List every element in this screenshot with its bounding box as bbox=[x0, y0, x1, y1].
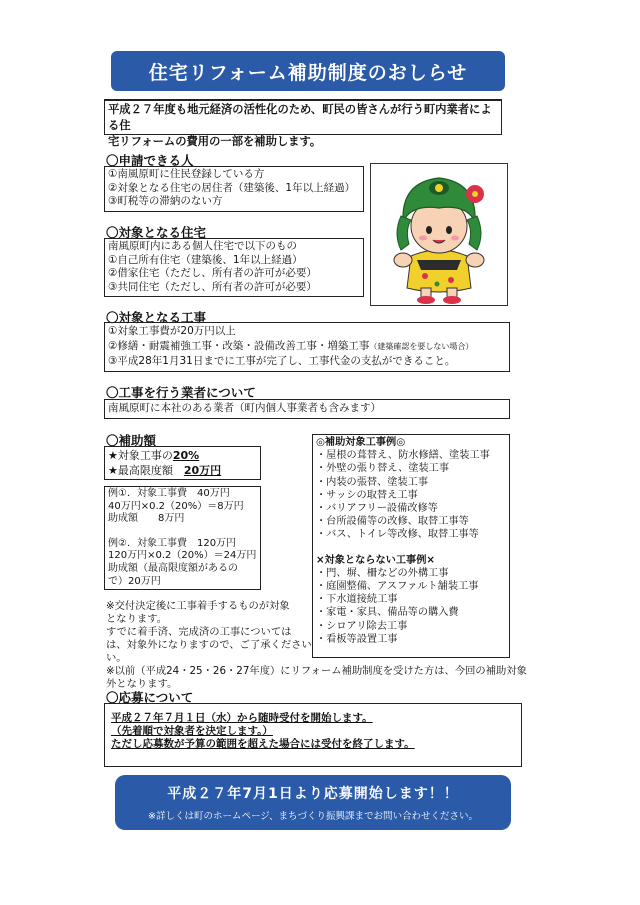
example-line: 例②．対象工事費 120万円 bbox=[108, 537, 237, 549]
mascot-frame bbox=[370, 163, 508, 306]
list-item: ③町税等の滞納のない方 bbox=[108, 195, 223, 207]
list-item: ・シロアリ除去工事 bbox=[316, 620, 408, 632]
example-line: 40万円×0.2（20%）＝8万円 bbox=[108, 500, 244, 512]
title-banner bbox=[111, 51, 505, 91]
subsidy-heading: 〇補助額 bbox=[106, 433, 157, 448]
list-item: ・バス、トイレ等改修、取替工事等 bbox=[316, 529, 479, 541]
eligible-heading: ◎補助対象工事例◎ bbox=[316, 437, 406, 448]
note-line: ※交付決定後に工事着手するものが対象 bbox=[106, 600, 290, 612]
application-line: ただし応募数が予算の範囲を超えた場合には受付を終了します。 bbox=[111, 738, 415, 750]
example-line: 例①．対象工事費 40万円 bbox=[108, 488, 230, 499]
list-item: ②借家住宅（ただし、所有者の許可が必要） bbox=[108, 267, 317, 279]
contractor-box bbox=[104, 399, 510, 419]
example-line: 助成額 8万円 bbox=[108, 513, 185, 525]
list-item: ・家電・家具、備品等の購入費 bbox=[316, 607, 459, 619]
application-line: （先着順で対象者を決定します。） bbox=[111, 725, 273, 737]
list-item: ・外壁の張り替え、塗装工事 bbox=[316, 463, 450, 475]
list-item: ①南風原町に住民登録している方 bbox=[108, 168, 265, 180]
subsidy-max bbox=[108, 463, 257, 478]
note-line: すでに着手済、完成済の工事については bbox=[106, 626, 292, 638]
intro-box bbox=[104, 99, 502, 148]
applicants-heading: 〇申請できる人 bbox=[106, 153, 194, 168]
target-work-box bbox=[104, 322, 510, 372]
note-line: ※以前（平成24・25・26・27年度）にリフォーム補助制度を受けた方は、今回の補助対象 bbox=[106, 665, 527, 677]
max-value: 20万円 bbox=[183, 464, 222, 477]
list-item: ・サッシの取替え工事 bbox=[316, 489, 418, 501]
list-item: ③平成28年1月31日までに工事が完了し、工事代金の支払ができること。 bbox=[108, 355, 456, 367]
applicants-box bbox=[104, 166, 364, 212]
application-heading: 〇応募について bbox=[106, 690, 194, 705]
note-line: い。 bbox=[106, 652, 127, 664]
max-label: ★最高限度額 bbox=[108, 464, 173, 477]
note-line: となります。 bbox=[106, 613, 167, 625]
intro-line: 宅リフォームの費用の一部を補助します。 bbox=[108, 135, 322, 148]
list-item: ・屋根の葺替え、防水修繕、塗装工事 bbox=[316, 450, 490, 462]
footer-main: 平成２７年7月1日より応募開始します！！ bbox=[167, 786, 459, 802]
example-line: 120万円×0.2（20%）＝24万円 bbox=[108, 550, 257, 562]
mascot-image bbox=[371, 164, 507, 305]
lead-text: 南風原町内にある個人住宅で以下のもの bbox=[108, 240, 297, 252]
rate-label: ★対象工事の bbox=[108, 449, 173, 462]
example-line: 助成額（最高限度額があるの bbox=[108, 562, 238, 574]
intro-line: 平成２７年度も地元経済の活性化のため、町民の皆さんが行う町内業者による住 bbox=[108, 103, 492, 132]
note-line: 外となります。 bbox=[106, 678, 178, 690]
work-types-note: （建築確認を要しない場合） bbox=[369, 342, 474, 351]
note-line: は、対象外になりますので、ご了承ください bbox=[106, 639, 312, 651]
list-item: ・門、塀、柵などの外構工事 bbox=[316, 567, 449, 579]
list-item: ・看板等設置工事 bbox=[316, 633, 398, 645]
list-item: ③共同住宅（ただし、所有者の許可が必要） bbox=[108, 280, 317, 293]
page-title: 住宅リフォーム補助制度のおしらせ bbox=[148, 61, 468, 84]
application-box bbox=[104, 703, 522, 767]
ineligible-heading: ×対象とならない工事例× bbox=[316, 554, 435, 566]
list-item bbox=[108, 339, 506, 354]
list-item: ②対象となる住宅の居住者（建築後、1年以上経過） bbox=[108, 181, 356, 194]
subsidy-rate bbox=[108, 448, 257, 463]
notes-block bbox=[106, 600, 527, 691]
application-line: 平成２７年７月１日（水）から随時受付を開始します。 bbox=[111, 712, 373, 724]
examples-box bbox=[104, 486, 261, 590]
list-item: ・下水道接続工事 bbox=[316, 594, 398, 606]
rate-value: 20% bbox=[172, 449, 200, 462]
example-line bbox=[108, 526, 257, 538]
contractor-heading: 〇工事を行う業者について bbox=[106, 385, 256, 400]
target-work-heading: 〇対象となる工事 bbox=[106, 310, 207, 325]
list-item: ①自己所有住宅（建築後、1年以上経過） bbox=[108, 253, 303, 266]
target-housing-heading: 〇対象となる住宅 bbox=[106, 225, 207, 240]
list-item: ・バリアフリー設備改修等 bbox=[316, 503, 438, 515]
footer-sub: ※詳しくは町のホームページ、まちづくり振興課までお問い合わせください。 bbox=[148, 811, 478, 822]
work-types: ②修繕・耐震補強工事・改築・設備改善工事・増築工事 bbox=[108, 340, 370, 352]
contractor-text: 南風原町に本社のある業者（町内個人事業者も含みます） bbox=[108, 402, 381, 414]
example-line: で）20万円 bbox=[108, 575, 161, 587]
list-item: ・内装の張替、塗装工事 bbox=[316, 476, 429, 488]
list-item: ・台所設備等の改修、取替工事等 bbox=[316, 516, 469, 528]
footer-banner bbox=[115, 775, 511, 830]
subsidy-box bbox=[104, 446, 261, 480]
list-item: ①対象工事費が20万円以上 bbox=[108, 325, 236, 337]
list-item: ・庭園整備、アスファルト舗装工事 bbox=[316, 581, 479, 593]
target-housing-box bbox=[104, 238, 364, 297]
